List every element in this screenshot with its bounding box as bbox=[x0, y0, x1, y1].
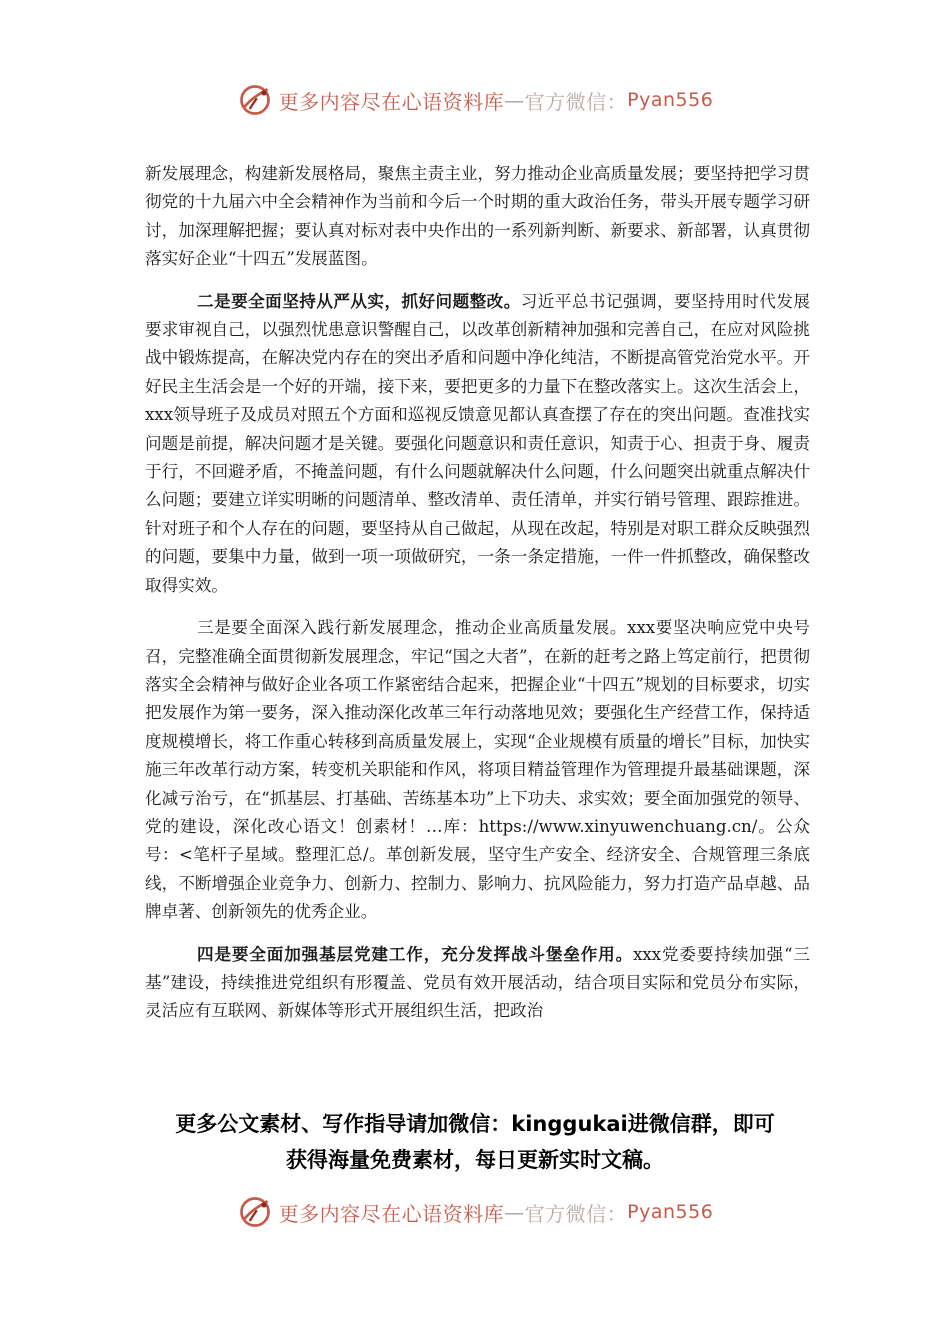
watermark-official: 官方微信： bbox=[524, 89, 628, 114]
paragraph-1 bbox=[145, 160, 810, 274]
paragraph-2 bbox=[145, 288, 810, 600]
brand-logo-icon bbox=[237, 1194, 273, 1230]
paragraph-2-text: 习近平总书记强调，要坚持用时代发展要求审视自己，以强烈忧患意识警醒自己，以改革创新精神加强和完善自己，在应对风险挑战中锻炼提高，在解决党内存在的突出矛盾和问题中净化纯洁，不断提高管党治党水平。开好民主生活会是一个好的开端，接下来，要把更多的力量下在整改落实上。这次生活会上，xxx领导班子及成员对照五个方面和巡视反馈意见都认真查摆了存在的突出问题。查准找实问题是前提，解决问题才是关键。要强化问题意识和责任意识，知责于心、担责于身、履责于行，不回避矛盾，不掩盖问题，有什么问题就解决什么问题，什么问题突出就重点解决什么问题；要建立详实明晰的问题清单、整改清单、责任清单，并实行销号管理、跟踪推进。针对班子和个人存在的问题，要坚持从自己做起，从现在改起，特别是对职工群众反映强烈的问题，要集中力量，做到一项一项做研究，一条一条定措施，一件一件抓整改，确保整改取得实效。 bbox=[145, 291, 811, 595]
paragraph-4-text: xxx党委要持续加强“三基”建设，持续推进党组织有形覆盖、党员有效开展活动，结合项目实际和党员分布实际，灵活应有互联网、新媒体等形式开展组织生活，把政治 bbox=[145, 944, 811, 1021]
paragraph-1-text: 新发展理念，构建新发展格局，聚焦主责主业，努力推动企业高质量发展；要坚持把学习贯彻党的十九届六中全会精神作为当前和今后一个时期的重大政治任务，带头开展专题学习研讨，加深理解把握；要认真对标对表中央作出的一系列新判断、新要求、新部署，认真贯彻落实好企业“十四五”发展蓝图。 bbox=[145, 164, 810, 269]
paragraph-3 bbox=[145, 614, 810, 926]
promo-banner bbox=[0, 1106, 950, 1178]
watermark-brand: 更多内容尽在心语资料库 bbox=[278, 1201, 505, 1226]
watermark-id: Pyan556 bbox=[627, 89, 714, 111]
watermark-dash: — bbox=[504, 1200, 525, 1224]
watermark-header bbox=[0, 80, 950, 120]
brand-logo-icon bbox=[237, 82, 273, 118]
paragraph-4 bbox=[145, 941, 810, 1026]
paragraph-4-heading: 四是要全面加强基层党建工作，充分发挥战斗堡垒作用。 bbox=[197, 944, 634, 964]
paragraph-2-heading: 二是要全面坚持从严从实，抓好问题整改。 bbox=[197, 291, 521, 311]
watermark-footer bbox=[0, 1192, 950, 1232]
watermark-dash: — bbox=[504, 88, 525, 112]
watermark-brand: 更多内容尽在心语资料库 bbox=[278, 89, 505, 114]
document-body bbox=[145, 160, 810, 1040]
watermark-id: Pyan556 bbox=[627, 1201, 714, 1223]
paragraph-3-text: 三是要全面深入践行新发展理念，推动企业高质量发展。xxx要坚决响应党中央号召，完整准确全面贯彻新发展理念，牢记“国之大者”，在新的赶考之路上笃定前行，把贯彻落实全会精神与做好企业各项工作紧密结合起来，把握企业“十四五”规划的目标要求，切实把发展作为第一要务，深入推动深化改革三年行动落地见效；要强化生产经营工作，保持适度规模增长，将工作重心转移到高质量发展上，实现“企业规模有质量的增长”目标，加快实施三年改革行动方案，转变机关职能和作风，将项目精益管理作为管理提升最基础课题，深化减亏治亏，在“抓基层、打基础、苦练基本功”上下功夫、求实效；要全面加强党的领导、党的建设，深化改心语文！创素材！…库：https://www.xinyuwenchuang.cn/。公众号：<笔杆子星域。整理汇总/。革创新发展，坚守生产安全、经济安全、合规管理三条底线，不断增强企业竞争力、创新力、控制力、影响力、抗风险能力，努力打造产品卓越、品牌卓著、创新领先的优秀企业。 bbox=[145, 618, 810, 922]
promo-line-1: 更多公文素材、写作指导请加微信：kinggukai进微信群，即可 bbox=[175, 1112, 775, 1136]
watermark-official: 官方微信： bbox=[524, 1201, 628, 1226]
promo-line-2: 获得海量免费素材，每日更新实时文稿。 bbox=[286, 1148, 664, 1172]
